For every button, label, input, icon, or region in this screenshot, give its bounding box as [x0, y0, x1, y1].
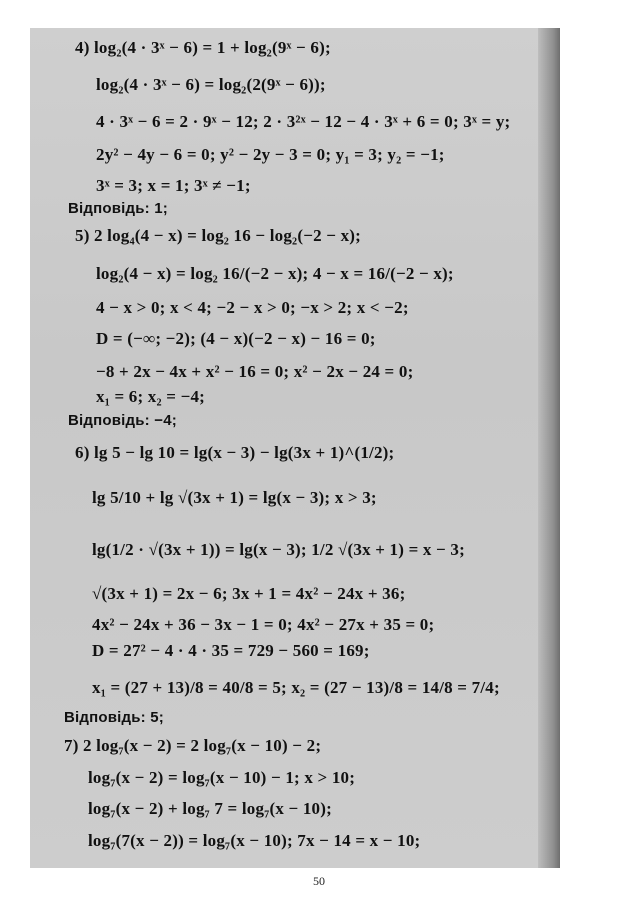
- page-edge-shadow: [538, 28, 560, 868]
- answer-label: Відповідь: −4;: [68, 412, 177, 429]
- math-line: D = 27² − 4 · 4 · 35 = 729 − 560 = 169;: [92, 641, 370, 660]
- scanned-page: [30, 28, 560, 868]
- math-line: lg 5/10 + lg √(3x + 1) = lg(x − 3); x > 3;: [92, 488, 377, 507]
- math-line: log₇(x − 2) + log₇ 7 = log₇(x − 10);: [88, 799, 332, 818]
- math-line: log₇(7(x − 2)) = log₇(x − 10); 7x − 14 = x − 10;: [88, 831, 421, 850]
- answer-label: Відповідь: 5;: [64, 709, 164, 726]
- math-line: 2y² − 4y − 6 = 0; y² − 2y − 3 = 0; y₁ = 3; y₂ = −1;: [96, 145, 445, 164]
- math-line: 7) 2 log₇(x − 2) = 2 log₇(x − 10) − 2;: [64, 736, 322, 755]
- math-line: log₂(4 − x) = log₂ 16/(−2 − x); 4 − x = 16/(−2 − x);: [96, 264, 454, 283]
- math-line: 4 · 3ˣ − 6 = 2 · 9ˣ − 12; 2 · 3²ˣ − 12 − 4 · 3ˣ + 6 = 0; 3ˣ = y;: [96, 112, 511, 131]
- math-line: log₇(x − 2) = log₇(x − 10) − 1; x > 10;: [88, 768, 356, 787]
- math-line: x₁ = (27 + 13)/8 = 40/8 = 5; x₂ = (27 − 13)/8 = 14/8 = 7/4;: [92, 678, 500, 697]
- math-line: 4) log₂(4 · 3ˣ − 6) = 1 + log₂(9ˣ − 6);: [75, 38, 331, 57]
- math-line: √(3x + 1) = 2x − 6; 3x + 1 = 4x² − 24x + 36;: [92, 584, 406, 603]
- math-line: x₁ = 6; x₂ = −4;: [96, 387, 206, 406]
- math-line: 5) 2 log₄(4 − x) = log₂ 16 − log₂(−2 − x);: [75, 226, 362, 245]
- math-line: D = (−∞; −2); (4 − x)(−2 − x) − 16 = 0;: [96, 329, 376, 348]
- math-line: 6) lg 5 − lg 10 = lg(x − 3) − lg(3x + 1)^(1/2);: [75, 443, 395, 462]
- math-line: −8 + 2x − 4x + x² − 16 = 0; x² − 2x − 24 = 0;: [96, 362, 414, 381]
- page-number: 50: [313, 874, 325, 888]
- answer-label: Відповідь: 1;: [68, 200, 168, 217]
- math-line: 4x² − 24x + 36 − 3x − 1 = 0; 4x² − 27x + 35 = 0;: [92, 615, 435, 634]
- math-line: 4 − x > 0; x < 4; −2 − x > 0; −x > 2; x < −2;: [96, 298, 409, 317]
- math-line: 3ˣ = 3; x = 1; 3ˣ ≠ −1;: [96, 176, 251, 195]
- math-line: log₂(4 · 3ˣ − 6) = log₂(2(9ˣ − 6));: [96, 75, 326, 94]
- math-line: lg(1/2 · √(3x + 1)) = lg(x − 3); 1/2 √(3x + 1) = x − 3;: [92, 540, 465, 559]
